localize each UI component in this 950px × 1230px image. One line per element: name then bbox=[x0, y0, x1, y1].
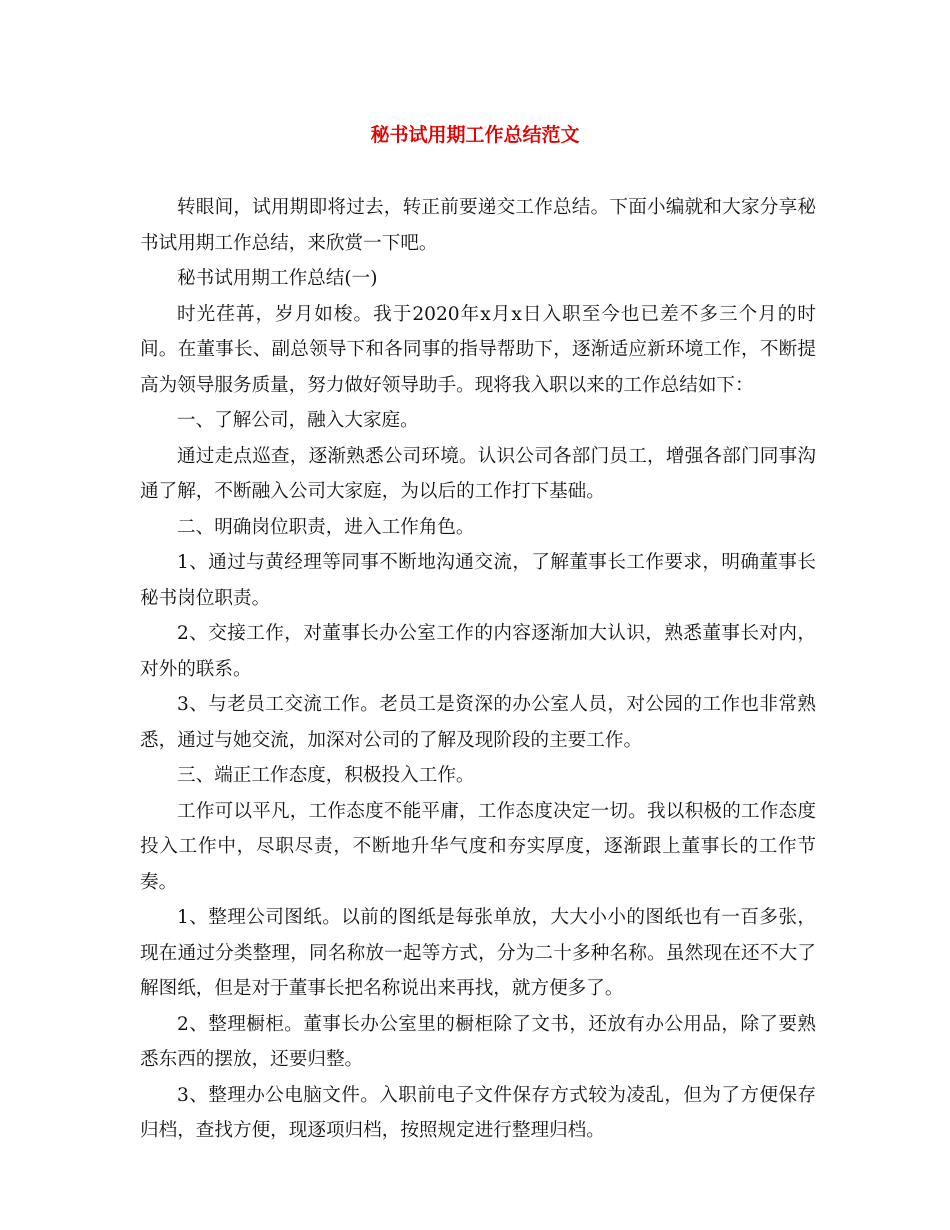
list-item: 3、与老员工交流工作。老员工是资深的办公室人员，对公园的工作也非常熟悉，通过与她交流，加深对公司的了解及现阶段的主要工作。 bbox=[140, 694, 816, 751]
paragraph: 工作可以平凡，工作态度不能平庸，工作态度决定一切。我以积极的工作态度投入工作中，尽职尽责，不断地升华气度和夯实厚度，逐渐跟上董事长的工作节奏。 bbox=[140, 800, 816, 893]
section-heading: 三、端正工作态度，积极投入工作。 bbox=[177, 765, 475, 786]
paragraph: 时光荏苒，岁月如梭。我于2020年x月x日入职至今也已差不多三个月的时间。在董事长、副总领导下和各同事的指导帮助下，逐渐适应新环境工作，不断提高为领导服务质量，努力做好领导助手。现将我入职以来的工作总结如下： bbox=[140, 303, 816, 396]
section-heading: 秘书试用期工作总结(一) bbox=[177, 268, 378, 289]
list-item: 2、交接工作，对董事长办公室工作的内容逐渐加大认识，熟悉董事长对内，对外的联系。 bbox=[140, 623, 816, 680]
list-item: 3、整理办公电脑文件。入职前电子文件保存方式较为凌乱，但为了方便保存归档，查找方便，现逐项归档，按照规定进行整理归档。 bbox=[140, 1084, 816, 1141]
list-item: 2、整理橱柜。董事长办公室里的橱柜除了文书，还放有办公用品，除了要熟悉东西的摆放，还要归整。 bbox=[140, 1013, 816, 1070]
document-body bbox=[140, 190, 816, 1149]
paragraph-intro: 转眼间，试用期即将过去，转正前要递交工作总结。下面小编就和大家分享秘书试用期工作总结，来欣赏一下吧。 bbox=[140, 197, 816, 254]
list-item: 1、通过与黄经理等同事不断地沟通交流，了解董事长工作要求，明确董事长秘书岗位职责。 bbox=[140, 552, 816, 609]
section-heading: 二、明确岗位职责，进入工作角色。 bbox=[177, 516, 475, 538]
document-title: 秘书试用期工作总结范文 bbox=[370, 124, 580, 146]
section-heading: 一、了解公司，融入大家庭。 bbox=[177, 410, 419, 431]
list-item: 1、整理公司图纸。以前的图纸是每张单放，大大小小的图纸也有一百多张，现在通过分类整理，同名称放一起等方式，分为二十多种名称。虽然现在还不大了解图纸，但是对于董事长把名称说出来再找，就方便多了。 bbox=[140, 907, 816, 999]
paragraph: 通过走点巡查，逐渐熟悉公司环境。认识公司各部门员工，增强各部门同事沟通了解，不断融入公司大家庭，为以后的工作打下基础。 bbox=[140, 445, 816, 502]
